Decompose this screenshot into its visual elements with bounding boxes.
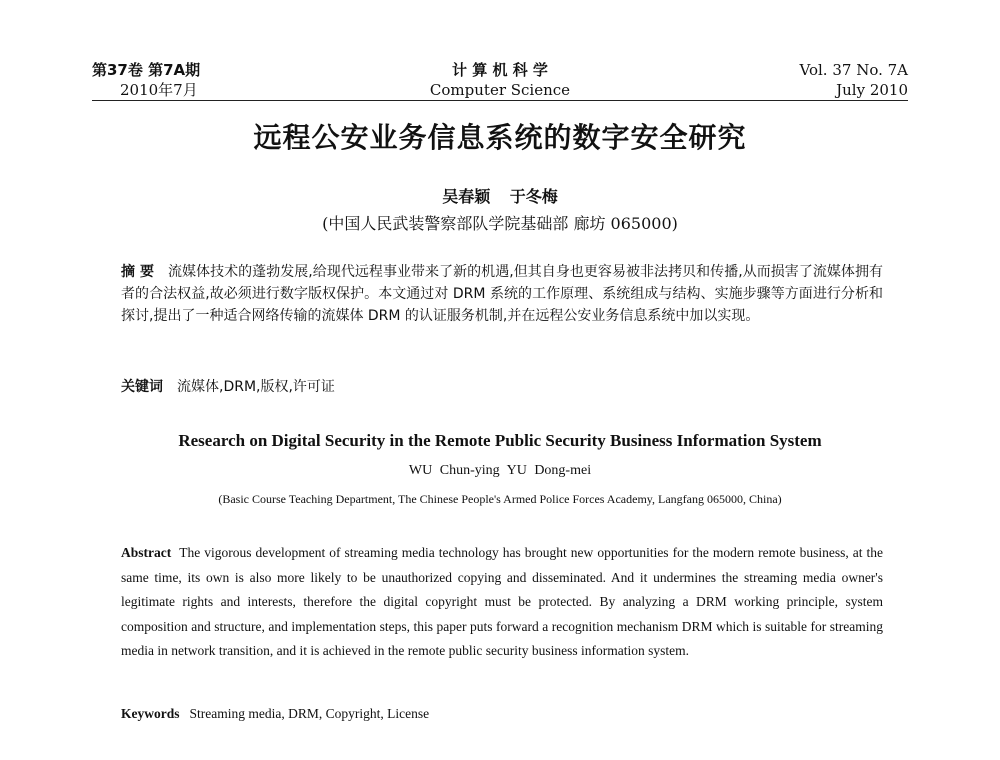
keywords-body-en: Streaming media, DRM, Copyright, License [189,706,430,721]
keywords-cn [121,376,335,396]
header-rule [92,100,908,101]
keywords-label-en: Keywords [121,706,180,721]
authors-en: WU Chun-ying YU Dong-mei [408,463,592,478]
paper-title-cn: 远程公安业务信息系统的数字安全研究 [253,121,747,154]
abstract-body-cn: 流媒体技术的蓬勃发展,给现代远程事业带来了新的机遇,但其自身也更容易被非法拷贝和传播,从而损害了流媒体拥有者的合法权益,故必须进行数字版权保护。本文通过对 DRM 系统的工作原理、系统组成与结构、实施步骤等方面进行分析和探讨,提出了一种适合网络传输的流媒体 DRM 的认证服务机制,并在远程公安业务信息系统中加以实现。 [121,264,884,324]
journal-header [92,60,908,100]
keywords-body-cn: 流媒体,DRM,版权,许可证 [177,379,335,395]
abstract-body-en: The vigorous development of streaming media technology has brought new opportunities for the modern remote business, at the same time, its own is also more likely to be unauthorized copying and disseminated. And it undermines the streaming media owner's legitimate rights and interests, therefore the digital copyright must be protected. By analyzing a DRM working principle, system composition and structure, and implementation steps, this paper puts forward a recognition mechanism DRM which is suitable for streaming media in network transition, and it is achieved in the remote public security business information system. [121,545,883,658]
affiliation-cn: (中国人民武装警察部队学院基础部 廊坊 065000) [322,214,678,233]
authors-cn: 吴春颖 于冬梅 [442,187,558,206]
header-volume-issue-en: Vol. 37 No. 7A [799,61,908,79]
header-journal-name [92,60,908,100]
header-volume-en [800,60,908,100]
keywords-en [121,706,429,722]
keywords-label-cn: 关键词 [121,379,163,395]
affiliation-en: (Basic Course Teaching Department, The Chinese People's Armed Police Forces Academy, Langfang 065000, China) [218,492,782,506]
header-journal-name-cn: 计 算 机 科 学 [452,61,548,79]
paper-title-en: Research on Digital Security in the Remote Public Security Business Information System [178,431,822,450]
header-journal-name-en: Computer Science [429,81,571,99]
header-volume-issue: 第37卷 第7A期 [92,61,201,79]
abstract-en [121,541,883,664]
header-date-en: July 2010 [836,81,908,99]
abstract-label-cn: 摘 要 [121,264,154,280]
abstract-cn [121,261,883,327]
abstract-label-en: Abstract [121,545,172,560]
header-date-cn: 2010年7月 [120,81,198,99]
